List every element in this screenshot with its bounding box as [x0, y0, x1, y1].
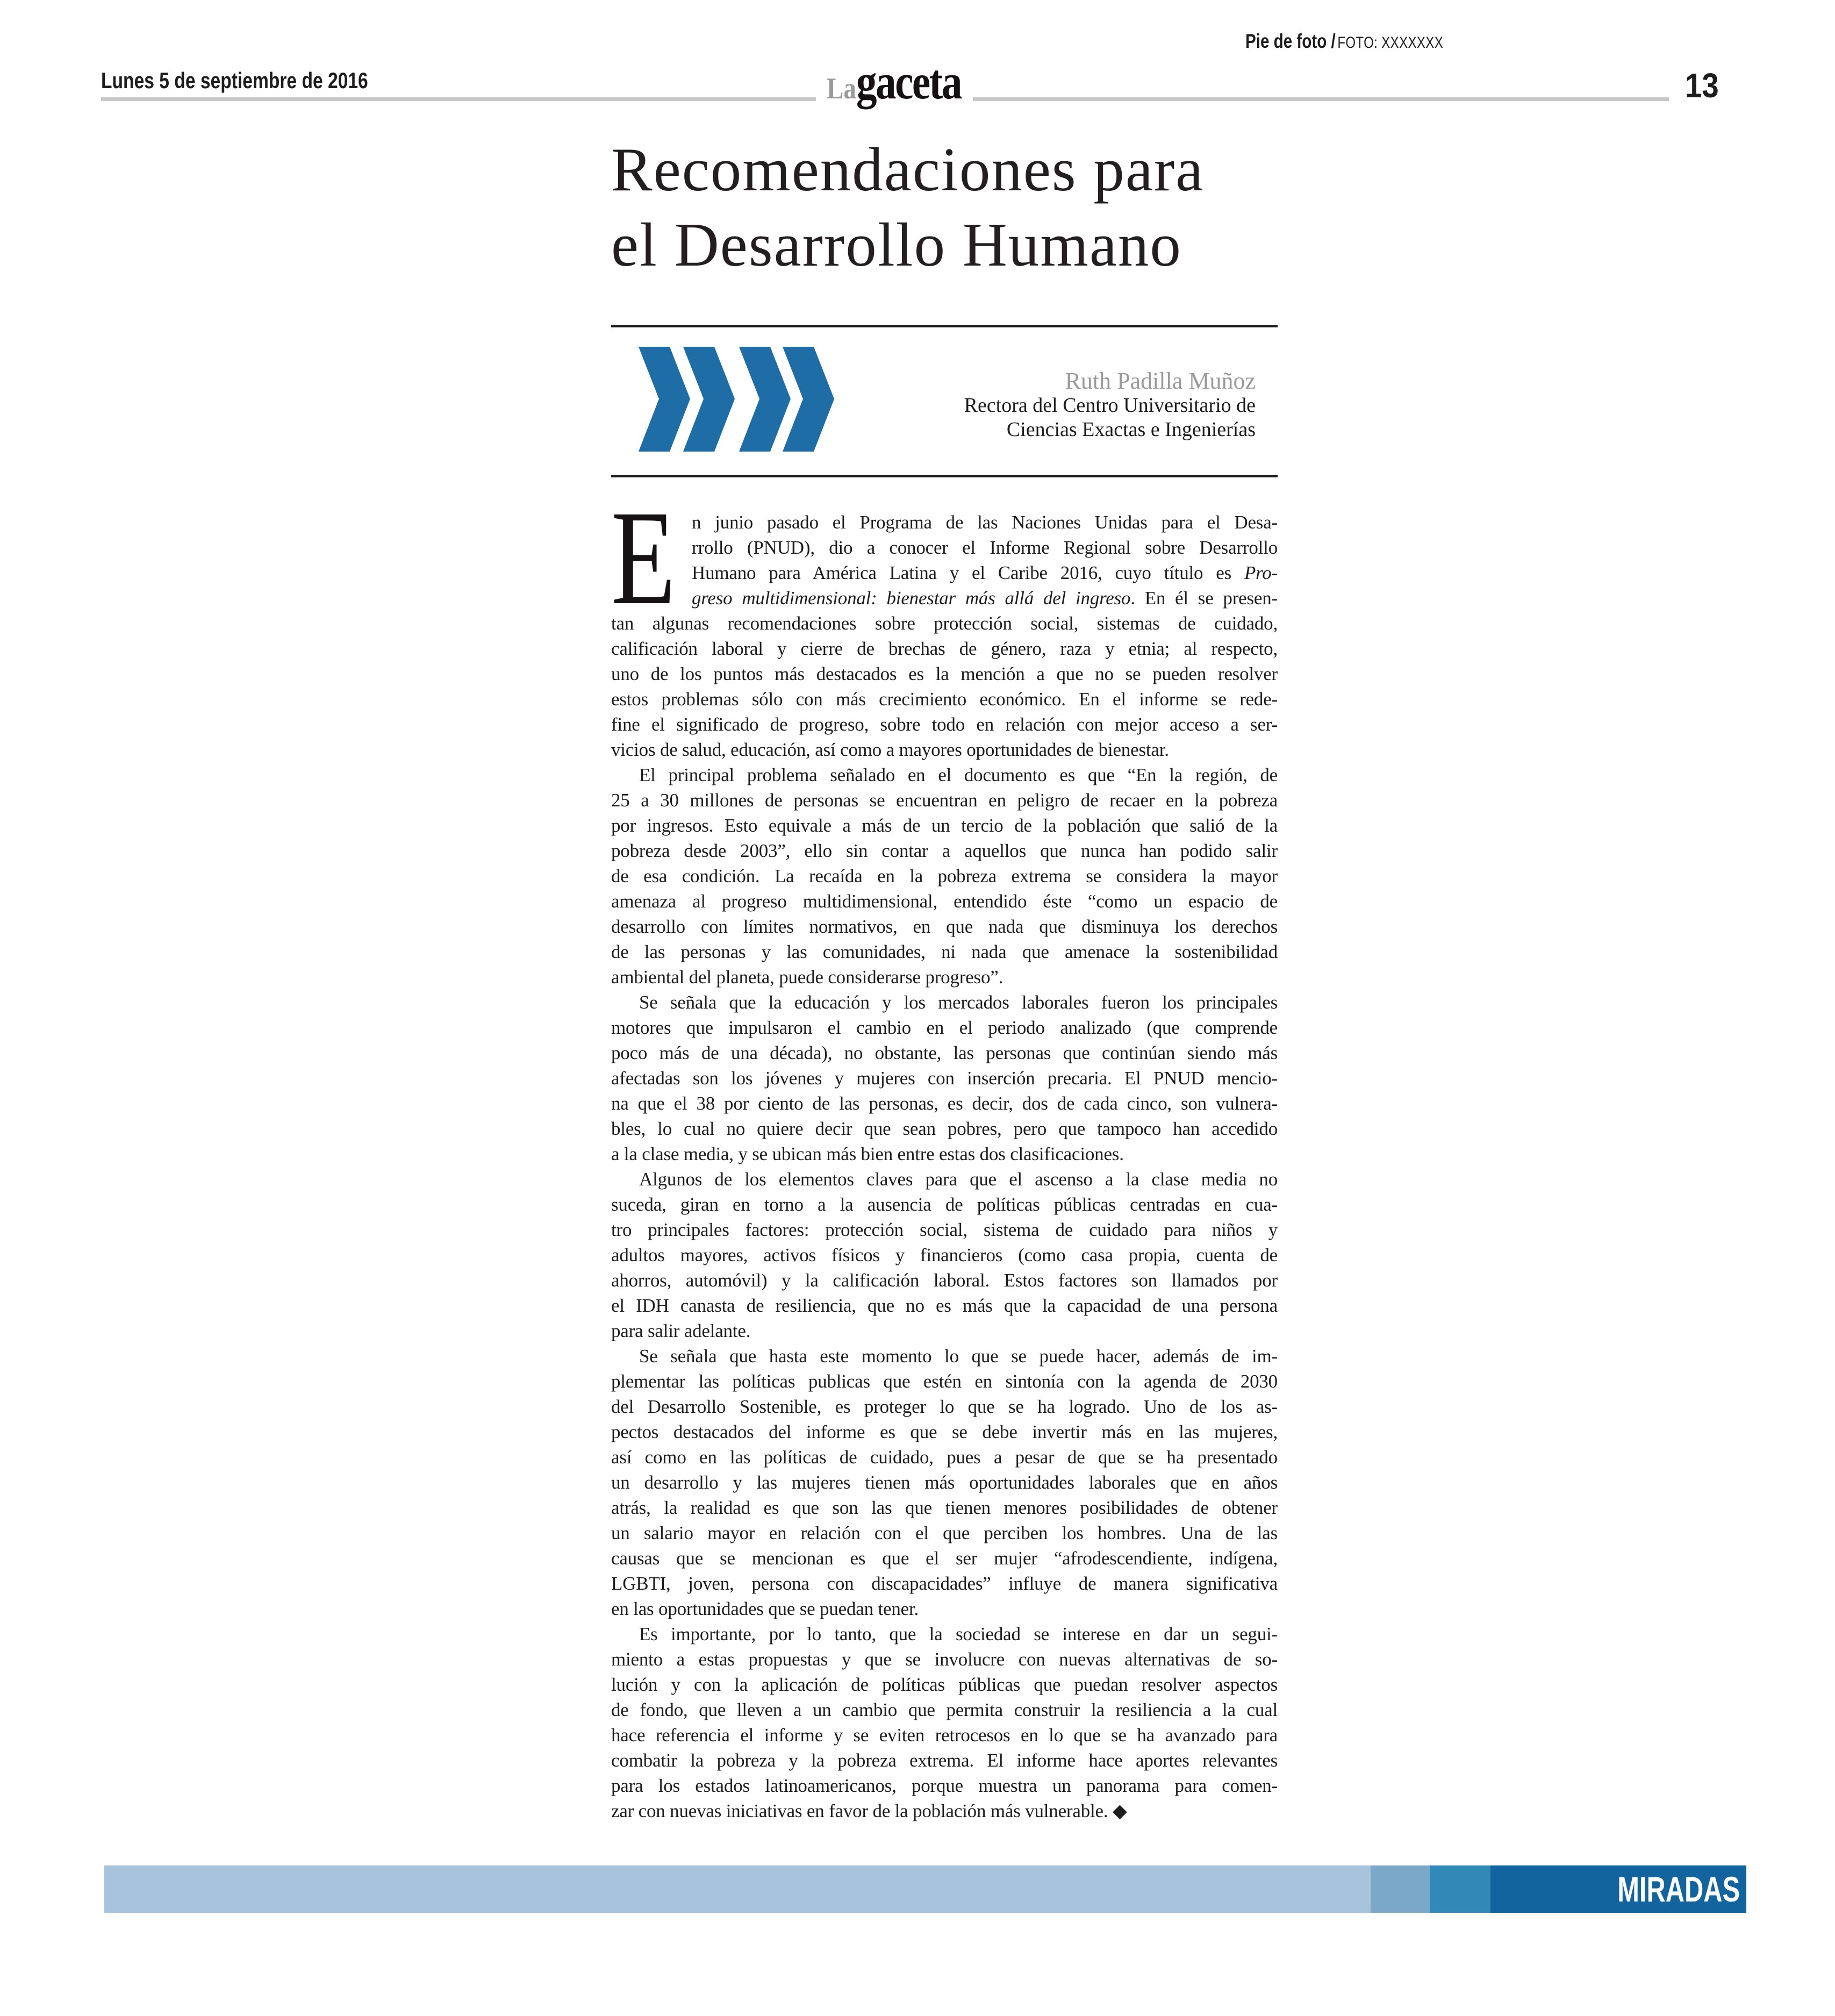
- body-line: greso multidimensional: bienestar más allá del ingreso. En él se presen-: [692, 588, 1278, 609]
- header-rule-left: [101, 97, 816, 101]
- body-line: amenaza al progreso multidimensional, entendido éste “como un espacio de: [611, 891, 1278, 912]
- body-line: vicios de salud, educación, así como a mayores oportunidades de bienestar.: [611, 739, 1169, 760]
- paragraph: [611, 1343, 1278, 1621]
- body-line: causas que se mencionan es que el ser mujer “afrodescendiente, indígena,: [611, 1548, 1278, 1569]
- photo-caption: [1245, 30, 1443, 53]
- body-line: miento a estas propuestas y que se involucre con nuevas alternativas de so-: [611, 1649, 1278, 1670]
- body-line: afectadas son los jóvenes y mujeres con inserción precaria. El PNUD mencio-: [611, 1068, 1278, 1089]
- drop-cap: E: [611, 482, 676, 633]
- masthead: [827, 54, 961, 113]
- body-line: del Desarrollo Sostenible, es proteger lo que se ha logrado. Uno de los as-: [611, 1396, 1278, 1417]
- body-line: fine el significado de progreso, sobre todo en relación con mejor acceso a ser-: [611, 714, 1278, 735]
- body-line: el IDH canasta de resiliencia, que no es más que la capacidad de una persona: [611, 1295, 1278, 1316]
- body-line: poco más de una década), no obstante, las personas que continúan siendo más: [611, 1042, 1278, 1063]
- body-line: tan algunas recomendaciones sobre protección social, sistemas de cuidado,: [611, 613, 1278, 634]
- photo-caption-credit: FOTO: XXXXXXX: [1337, 34, 1444, 52]
- body-line: adultos mayores, activos físicos y financieros (como casa propia, cuenta de: [611, 1245, 1278, 1266]
- body-line: uno de los puntos más destacados es la mención a que no se pueden resolver: [611, 663, 1278, 684]
- body-line: plementar las políticas publicas que estén en sintonía con la agenda de 2030: [611, 1371, 1278, 1392]
- body-line: Es importante, por lo tanto, que la sociedad se interese en dar un segui-: [639, 1624, 1278, 1645]
- body-line: motores que impulsaron el cambio en el periodo analizado (que comprende: [611, 1017, 1278, 1038]
- title-line-2: el Desarrollo Humano: [611, 211, 1182, 279]
- body-line: desarrollo con límites normativos, en que nada que disminuya los derechos: [611, 916, 1278, 937]
- body-line: por ingresos. Esto equivale a más de un tercio de la población que salió de la: [611, 815, 1278, 836]
- body-line: de fondo, que lleven a un cambio que permita construir la resiliencia a la cual: [611, 1699, 1278, 1720]
- body-line: ahorros, automóvil) y la calificación laboral. Estos factores son llamados por: [611, 1270, 1278, 1291]
- section-bar-segment-accent: [1430, 1865, 1490, 1913]
- body-line: en las oportunidades que se puedan tener.: [611, 1598, 919, 1619]
- body-line: calificación laboral y cierre de brechas de género, raza y etnia; al respecto,: [611, 638, 1278, 659]
- paragraph: [611, 482, 1278, 762]
- section-label: MIRADAS: [1617, 1869, 1740, 1909]
- body-line: rrollo (PNUD), dio a conocer el Informe Regional sobre Desarrollo: [692, 537, 1278, 558]
- paragraph: [611, 762, 1278, 990]
- body-line: n junio pasado el Programa de las Naciones Unidas para el Desa-: [692, 512, 1278, 533]
- paragraph: [611, 990, 1278, 1167]
- body-line: pectos destacados del informe es que se debe invertir más en las mujeres,: [611, 1421, 1278, 1442]
- body-line: lución y con la aplicación de políticas públicas que puedan resolver aspectos: [611, 1674, 1278, 1695]
- date-label: Lunes 5 de septiembre de 2016: [101, 68, 368, 93]
- body-line: na que el 38 por ciento de las personas, es decir, dos de cada cinco, son vulnera-: [611, 1093, 1278, 1114]
- body-line: estos problemas sólo con más crecimiento económico. En el informe se rede-: [611, 689, 1278, 710]
- body-line: pobreza desde 2003”, ello sin contar a aquellos que nunca han podido salir: [611, 840, 1278, 861]
- body-line: zar con nuevas iniciativas en favor de la población más vulnerable. ◆: [611, 1800, 1127, 1821]
- section-bar-segment-mid: [1371, 1865, 1430, 1913]
- section-bar: [104, 1865, 1746, 1913]
- title-line-1: Recomendaciones para: [611, 135, 1205, 204]
- body-line: un salario mayor en relación con el que perciben los hombres. Una de las: [611, 1522, 1278, 1543]
- body-line: 25 a 30 millones de personas se encuentran en peligro de recaer en la pobreza: [611, 790, 1278, 811]
- masthead-gaceta: gaceta: [856, 54, 962, 109]
- body-line: El principal problema señalado en el documento es que “En la región, de: [639, 764, 1278, 785]
- body-line: suceda, giran en torno a la ausencia de políticas públicas centradas en cua-: [611, 1194, 1278, 1215]
- body-line: Algunos de los elementos claves para que el ascenso a la clase media no: [639, 1169, 1278, 1190]
- body-line: un desarrollo y las mujeres tienen más oportunidades laborales que en años: [611, 1472, 1278, 1493]
- section-bar-segment-light: [104, 1865, 1371, 1913]
- body-line: hace referencia el informe y se eviten retrocesos en lo que se ha avanzado para: [611, 1725, 1278, 1746]
- body-line: de esa condición. La recaída en la pobreza extrema se considera la mayor: [611, 866, 1278, 887]
- section-bar-segment-dark: [1490, 1865, 1746, 1913]
- article-body: [611, 482, 1278, 1824]
- author-role-line-2: Ciencias Exactas e Ingenierías: [1006, 418, 1256, 441]
- author-role-line-1: Rectora del Centro Universitario de: [964, 394, 1256, 417]
- body-line: bles, lo cual no quiere decir que sean pobres, pero que tampoco han accedido: [611, 1118, 1278, 1139]
- body-line: de las personas y las comunidades, ni nada que amenace la sostenibilidad: [611, 941, 1278, 962]
- paragraph: [611, 1167, 1278, 1343]
- author-name: Ruth Padilla Muñoz: [1065, 368, 1256, 394]
- body-line: para los estados latinoamericanos, porque muestra un panorama para comen-: [611, 1775, 1278, 1796]
- photo-caption-label: Pie de foto /: [1245, 30, 1336, 52]
- chevrons-icon: [639, 347, 835, 454]
- byline-rule-bottom: [611, 475, 1278, 477]
- masthead-la: La: [826, 72, 856, 105]
- article-title: [611, 132, 1283, 283]
- body-line: atrás, la realidad es que son las que tienen menores posibilidades de obtener: [611, 1497, 1278, 1518]
- body-line: a la clase media, y se ubican más bien entre estas dos clasificaciones.: [611, 1143, 1124, 1164]
- body-line: Se señala que hasta este momento lo que se puede hacer, además de im-: [639, 1346, 1278, 1367]
- page-number: 13: [1685, 66, 1719, 105]
- body-line: tro principales factores: protección social, sistema de cuidado para niños y: [611, 1219, 1278, 1240]
- paragraph: [611, 1621, 1278, 1824]
- header-rule-right: [973, 97, 1669, 101]
- byline-rule-top: [611, 325, 1278, 327]
- body-line: ambiental del planeta, puede considerarse progreso”.: [611, 967, 1003, 988]
- body-line: combatir la pobreza y la pobreza extrema. El informe hace aportes relevantes: [611, 1750, 1278, 1771]
- body-line: así como en las políticas de cuidado, pues a pesar de que se ha presentado: [611, 1447, 1278, 1468]
- byline: [964, 369, 1256, 442]
- body-line: Se señala que la educación y los mercados laborales fueron los principales: [639, 992, 1278, 1013]
- body-line: para salir adelante.: [611, 1320, 751, 1341]
- body-line: Humano para América Latina y el Caribe 2016, cuyo título es Pro-: [692, 562, 1278, 583]
- body-line: LGBTI, joven, persona con discapacidades” influye de manera significativa: [611, 1573, 1278, 1594]
